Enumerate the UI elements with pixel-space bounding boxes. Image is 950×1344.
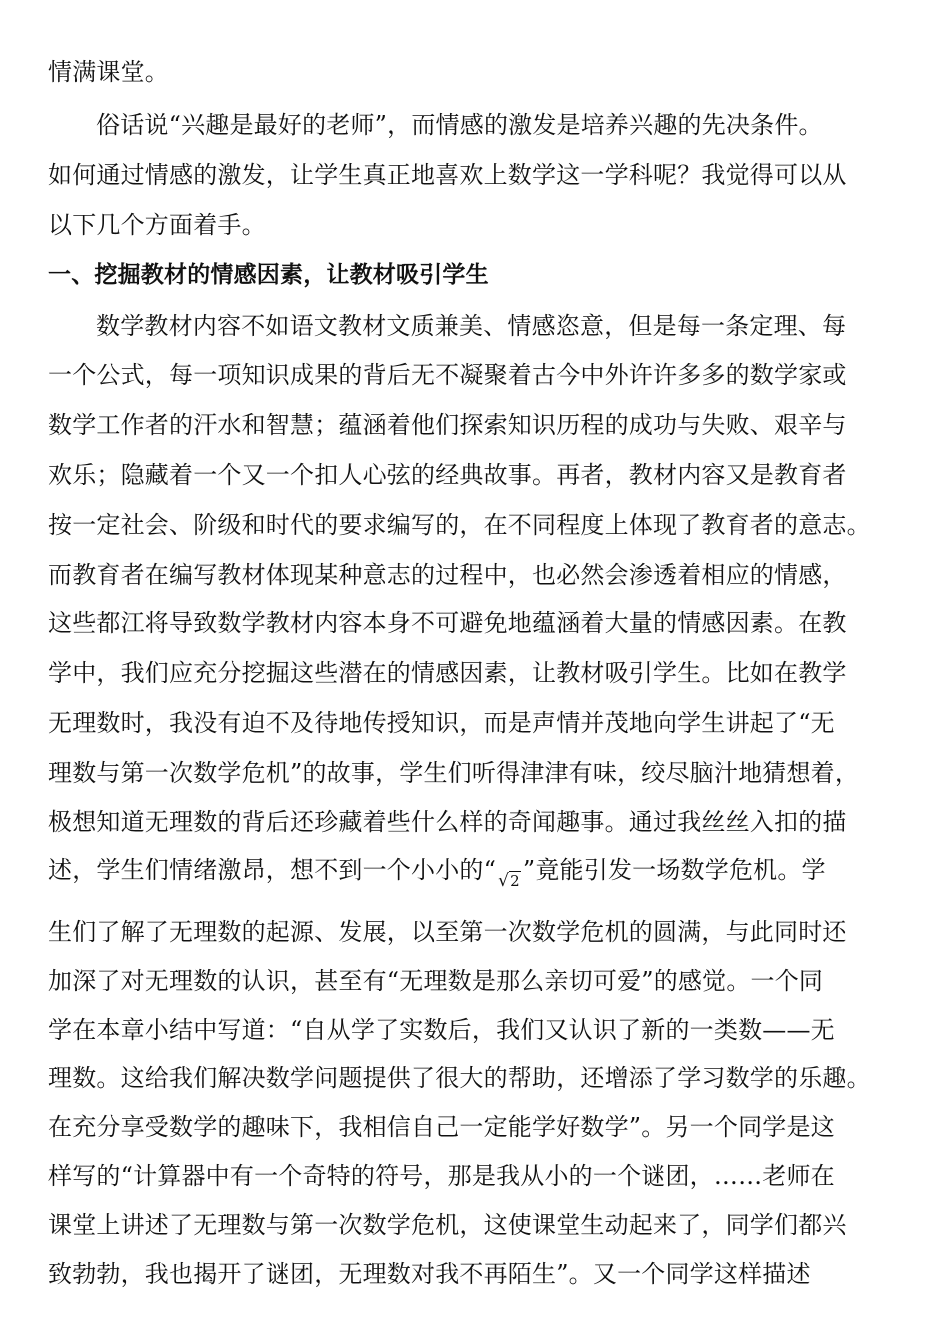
- text-line: 加深了对无理数的认识，甚至有“无理数是那么亲切可爱”的感觉。一个同: [48, 967, 824, 995]
- text-line: 样写的“计算器中有一个奇特的符号，那是我从小的一个谜团，……老师在: [48, 1162, 835, 1190]
- text-line: 学中，我们应充分挖掘这些潜在的情感因素，让教材吸引学生。比如在教学: [48, 659, 847, 687]
- radical-sign: √: [498, 871, 510, 891]
- sqrt-line-after: ”竟能引发一场数学危机。学: [522, 856, 826, 884]
- text-line: 学在本章小结中写道：“自从学了实数后，我们又认识了新的一类数——无: [48, 1016, 835, 1044]
- text-line: 情满课堂。: [48, 58, 169, 86]
- text-line: 按一定社会、阶级和时代的要求编写的，在不同程度上体现了教育者的意志。: [48, 511, 871, 539]
- radicand: 2: [510, 872, 520, 890]
- text-line: 极想知道无理数的背后还珍藏着些什么样的奇闻趣事。通过我丝丝入扣的描: [48, 808, 847, 836]
- text-line: 无理数时，我没有迫不及待地传授知识，而是声情并茂地向学生讲起了“无: [48, 709, 835, 737]
- text-line: 数学工作者的汗水和智慧；蕴涵着他们探索知识历程的成功与失败、艰辛与: [48, 411, 847, 439]
- paragraph-first-line: 俗话说“兴趣是最好的老师”，而情感的激发是培养兴趣的先决条件。: [96, 111, 823, 139]
- text-line: 如何通过情感的激发，让学生真正地喜欢上数学这一学科呢？我觉得可以从: [48, 161, 847, 189]
- text-line: 致勃勃，我也揭开了谜团，无理数对我不再陌生”。又一个同学这样描述: [48, 1260, 811, 1288]
- text-line-with-sqrt: [48, 855, 826, 889]
- paragraph-first-line: 数学教材内容不如语文教材文质兼美、情感恣意，但是每一条定理、每: [96, 312, 847, 340]
- text-line: 生们了解了无理数的起源、发展，以至第一次数学危机的圆满，与此同时还: [48, 918, 847, 946]
- section-heading: 一、挖掘教材的情感因素，让教材吸引学生: [48, 262, 489, 288]
- sqrt-two-formula: [498, 871, 521, 891]
- text-line: 欢乐；隐藏着一个又一个扣人心弦的经典故事。再者，教材内容又是教育者: [48, 461, 847, 489]
- text-line: 而教育者在编写教材体现某种意志的过程中，也必然会渗透着相应的情感，: [48, 561, 847, 589]
- text-line: 理数与第一次数学危机”的故事，学生们听得津津有味，绞尽脑汁地猜想着，: [48, 759, 860, 787]
- text-line: 理数。这给我们解决数学问题提供了很大的帮助，还增添了学习数学的乐趣。: [48, 1064, 871, 1092]
- sqrt-line-before: 述，学生们情绪激昂，想不到一个小小的“: [48, 856, 497, 884]
- text-line: 在充分享受数学的趣味下，我相信自己一定能学好数学”。另一个同学是这: [48, 1113, 835, 1141]
- text-line: 课堂上讲述了无理数与第一次数学危机，这使课堂生动起来了，同学们都兴: [48, 1211, 847, 1239]
- text-line: 一个公式，每一项知识成果的背后无不凝聚着古今中外许许多多的数学家或: [48, 361, 847, 389]
- text-line: 这些都江将导致数学教材内容本身不可避免地蕴涵着大量的情感因素。在教: [48, 609, 847, 637]
- text-line: 以下几个方面着手。: [48, 211, 266, 239]
